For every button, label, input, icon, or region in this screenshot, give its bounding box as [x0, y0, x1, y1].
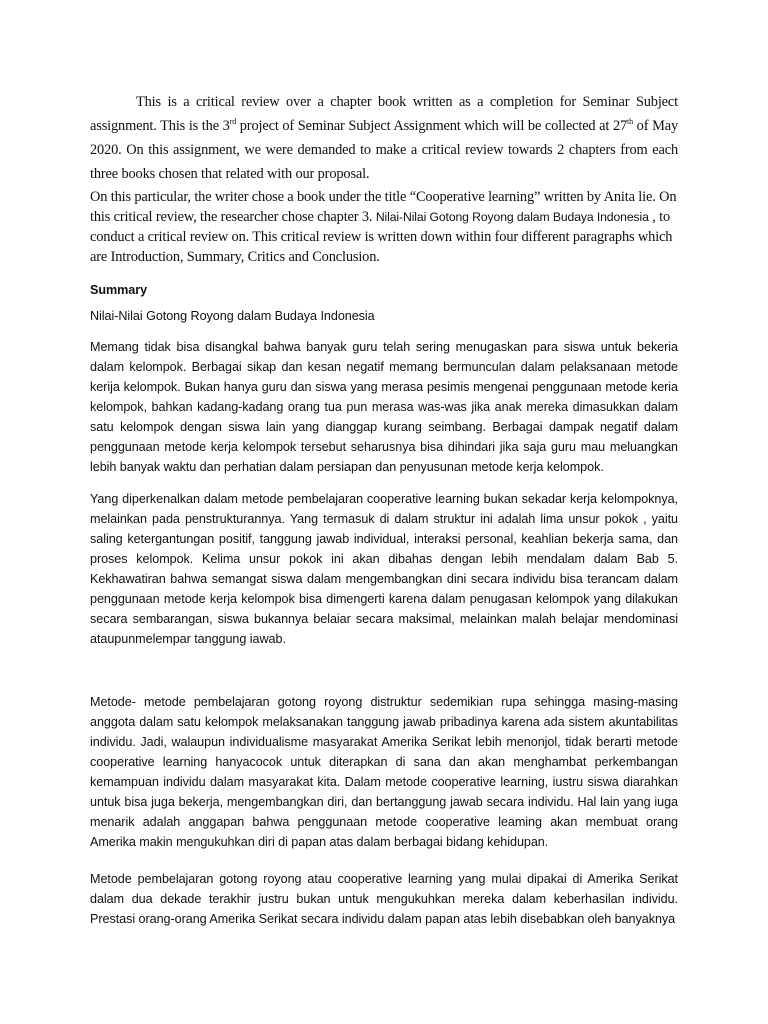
- intro-text-1: This is a critical review over a chapter book written as a completion for Seminar Subject assignment. This is the 3: [90, 94, 678, 134]
- summary-paragraph-2: Yang diperkenalkan dalam metode pembelajaran cooperative learning bukan sekadar kerja kelompoknya, melainkan pada penstrukturannya. Yang termasuk di dalam struktur ini adalah lima unsur pokok , yaitu saling ketergantungan positif, tanggung jawab individual, interaksi personal, keahlian bekerja sama, dan proses kelompok. Kelima unsur pokok ini akan dibahas dengan lebih mendalam dalam Bab 5. Kekhawatiran bahwa semangat siswa dalam mengembangkan dini secara individu bisa terancam dalam penggunaan metode kerja kelompok bisa dimengerti karena dalam penugasan kelompok yang dilakukan secara sembarangan, siswa bukannya belaiar secara maksimal, melainkan malah belajar mendominasi ataupunmelempar tanggung iawab.: [90, 492, 678, 646]
- intro-superscript-th: th: [627, 117, 633, 126]
- intro-superscript-rd: rd: [229, 117, 237, 126]
- chapter-title-inline: Nilai-Nilai Gotong Royong dalam Budaya Indonesia: [375, 210, 649, 224]
- intro-text-2: project of Seminar Subject Assignment which will be collected at 27: [236, 118, 628, 134]
- intro-paragraph: [90, 90, 678, 186]
- summary-paragraph-1: Memang tidak bisa disangkal bahwa banyak guru telah sering menugaskan para siswa untuk bekeria dalam kelompok. Berbagai sikap dan kesan negatif memang bermunculan dalam pelaksanaan metode kerija kelompok. Bukan hanya guru dan siswa yang merasa pesimis mengenai penggunaan metode keria kelompok, bahkan kadang-kadang orang tua pun merasa was-was jika anak mereka dimasukkan dalam satu kelompok dengan siswa lain yang dianggap kurang seimbang. Berbagai dampak negatif dalam penggunaan metode kerja kelompok tersebut seharusnya bisa dihindari jika saja guru mau meluangkan lebih banyak waktu dan perhatian dalam persiapan dan penyusunan metode kerja kelompok.: [90, 340, 678, 474]
- context-paragraph: [90, 187, 678, 267]
- summary-paragraph-4: Metode pembelajaran gotong royong atau cooperative learning yang mulai dipakai di Amerika Serikat dalam dua dekade terakhir justru bukan untuk mengukuhkan mereka dalam keberhasilan individu. Prestasi orang-orang Amerika Serikat secara individu dalam papan atas lebih disebabkan oleh banyaknya: [90, 872, 678, 926]
- summary-paragraph-3: Metode- metode pembelajaran gotong royong distruktur sedemikian rupa sehingga masing-masing anggota dalam satu kelompok melaksanakan tanggung jawab pribadinya karena ada sistem akuntabilitas individu. Jadi, walaupun individualisme masyarakat Amerika Serikat lebih menonjol, tidak berarti metode cooperative learning hanyacocok untuk diterapkan di sana dan akan menghambat perkembangan kemampuan individu dalam masyarakat kita. Dalam metode cooperative learning, iustru siswa diarahkan untuk bisa juga bekerja, mengembangkan diri, dan bertanggung jawab secara individu. Hal lain yang iuga menarik adalah anggapan bahwa penggunaan metode cooperative leaming akan membuat orang Amerika makin mengukuhkan diri di papan atas dalam berbagai bidang kehidupan.: [90, 695, 678, 849]
- intro-text-3: of May 2020. On this assignment, we were demanded to make a critical review towards 2 chapters from each three books chosen that related with our proposal.: [90, 118, 678, 182]
- context-text-2: , to conduct a critical review on. This critical review is written down within four different paragraphs which are Introduction, Summary, Critics and Conclusion.: [90, 209, 673, 265]
- summary-heading: Summary: [90, 283, 148, 297]
- context-text-1: On this particular, the writer chose a book under the title “Cooperative learning” written by Anita lie. On this critical review, the researcher chose chapter 3.: [90, 189, 677, 225]
- summary-subheading: Nilai-Nilai Gotong Royong dalam Budaya Indonesia: [90, 309, 375, 323]
